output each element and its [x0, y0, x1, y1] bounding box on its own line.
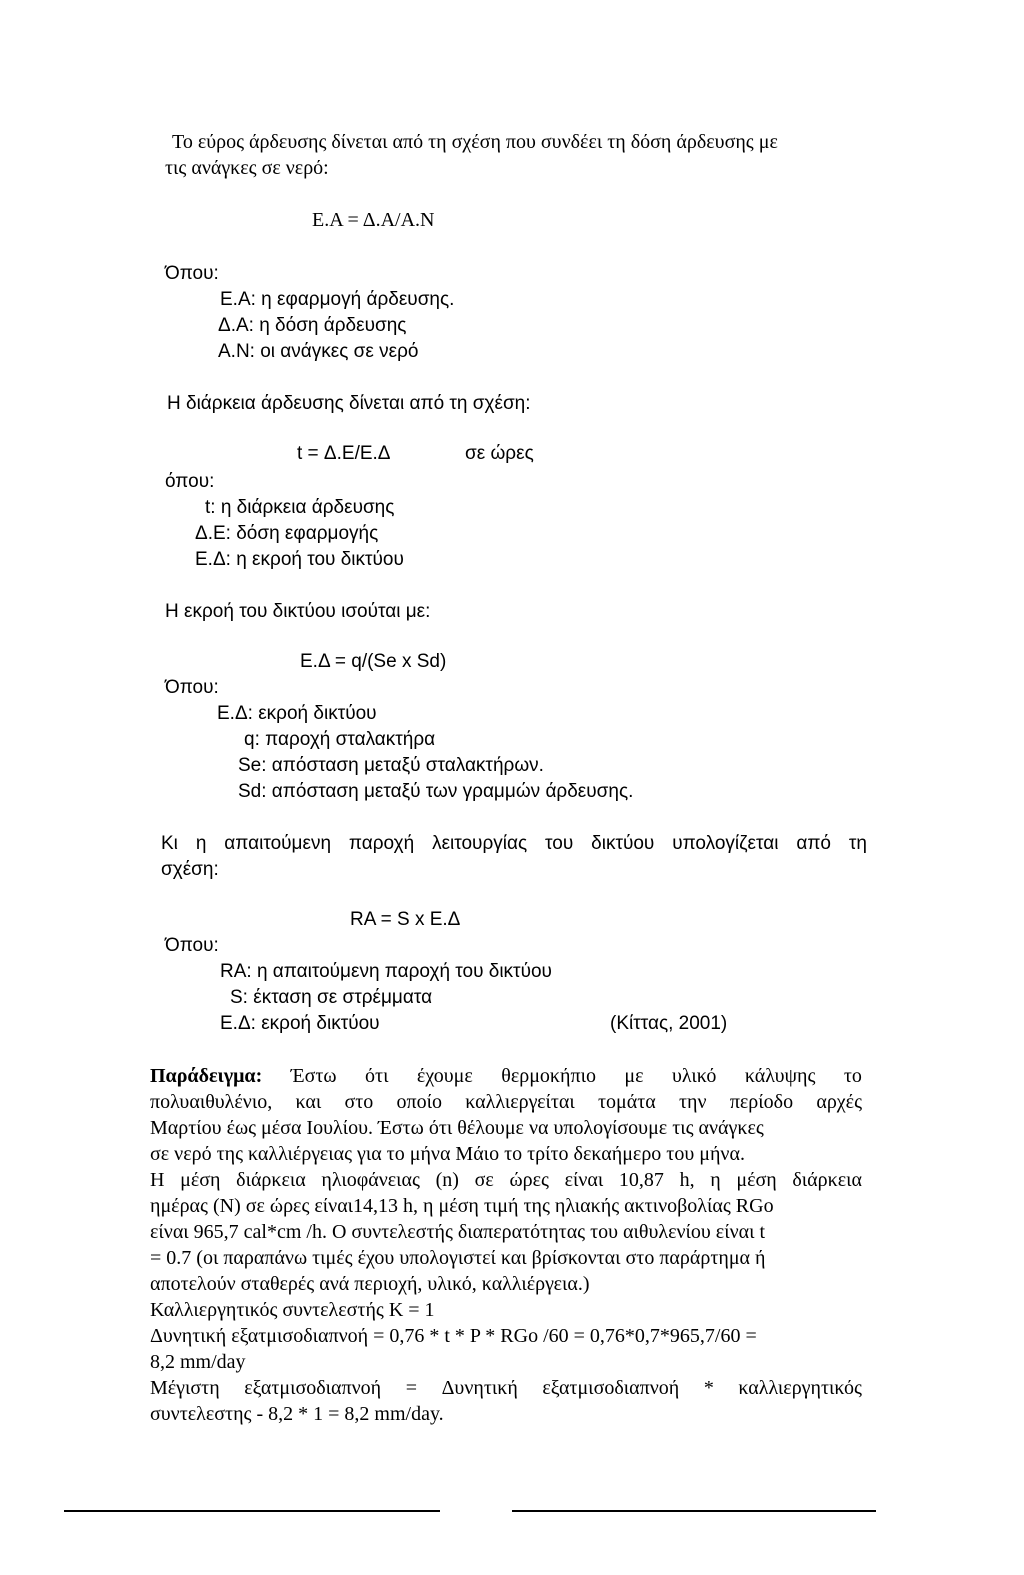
- example-line-7: είναι 965,7 cal*cm /h. Ο συντελεστής διαπερατότητας του αιθυλενίου είναι t: [150, 1221, 766, 1243]
- example-line-5: Η μέση διάρκεια ηλιοφάνειας (n) σε ώρες είναι 10,87 h, η μέση διάρκεια: [150, 1169, 862, 1191]
- def-line-spacing: Sd: απόσταση μεταξύ των γραμμών άρδευσης.: [238, 781, 634, 802]
- where-label-4: Όπου:: [165, 935, 219, 956]
- duration-intro: Η διάρκεια άρδευσης δίνεται από τη σχέση:: [167, 393, 531, 414]
- formula-required-flow: RA = S x Ε.Δ: [350, 909, 461, 930]
- def-dose: Δ.Α: η δόση άρδευσης: [218, 315, 407, 336]
- example-line-8: = 0.7 (οι παραπάνω τιμές έχου υπολογιστεί και βρίσκονται στο παράρτημα ή: [150, 1247, 766, 1269]
- formula-duration: t = Δ.Ε/Ε.Δ: [297, 443, 391, 464]
- intro-line-2: τις ανάγκες σε νερό:: [165, 157, 329, 179]
- def-required-flow: RA: η απαιτούμενη παροχή του δικτύου: [220, 961, 552, 982]
- example-label: Παράδειγμα:: [150, 1065, 263, 1087]
- footer-rule-left: [64, 1510, 440, 1512]
- example-line-11: Δυνητική εξατμισοδιαπνοή = 0,76 * t * P * RGo /60 = 0,76*0,7*965,7/60 =: [150, 1325, 757, 1347]
- def-area: S: έκταση σε στρέμματα: [230, 987, 433, 1008]
- def-needs: Α.Ν: οι ανάγκες σε νερό: [218, 341, 419, 362]
- example-line-6: ημέρας (Ν) σε ώρες είναι14,13 h, η μέση τιμή της ηλιακής ακτινοβολίας RGo: [150, 1195, 774, 1217]
- def-application-dose: Δ.Ε: δόση εφαρμογής: [195, 523, 379, 544]
- example-line-2: πολυαιθυλένιο, και στο οποίο καλλιεργείται τομάτα την περίοδο αρχές: [150, 1091, 862, 1113]
- example-line-12: 8,2 mm/day: [150, 1351, 246, 1373]
- formula-outflow: Ε.Δ = q/(Se x Sd): [300, 651, 447, 672]
- def-application: Ε.Α: η εφαρμογή άρδευσης.: [220, 289, 455, 310]
- example-line-13: Μέγιστη εξατμισοδιαπνοή = Δυνητική εξατμισοδιαπνοή * καλλιεργητικός: [150, 1377, 862, 1399]
- example-line-14: συντελεστης - 8,2 * 1 = 8,2 mm/day.: [150, 1403, 444, 1425]
- citation: (Κίττας, 2001): [610, 1013, 728, 1034]
- def-outflow: Ε.Δ: η εκροή του δικτύου: [195, 549, 404, 570]
- def-outflow-2: Ε.Δ: εκροή δικτύου: [220, 1013, 380, 1034]
- where-label-1: Όπου:: [165, 263, 219, 284]
- required-intro-line-1: Κι η απαιτούμενη παροχή λειτουργίας του δικτύου υπολογίζεται από τη: [161, 833, 867, 854]
- example-line-1: Παράδειγμα: Έστω ότι έχουμε θερμοκήπιο με υλικό κάλυψης το: [150, 1065, 862, 1087]
- def-dripper-flow: q: παροχή σταλακτήρα: [244, 729, 436, 750]
- where-label-3: Όπου:: [165, 677, 219, 698]
- def-network-outflow: Ε.Δ: εκροή δικτύου: [217, 703, 377, 724]
- formula-application: Ε.Α = Δ.Α/Α.Ν: [312, 209, 435, 231]
- required-intro-line-2: σχέση:: [161, 859, 219, 880]
- example-line-4: σε νερό της καλλιέργειας για το μήνα Μάιο το τρίτο δεκαήμερο του μήνα.: [150, 1143, 745, 1165]
- example-line-10: Καλλιεργητικός συντελεστής Κ = 1: [150, 1299, 435, 1321]
- duration-unit: σε ώρες: [465, 443, 534, 464]
- example-line-3: Μαρτίου έως μέσα Ιουλίου. Έστω ότι θέλουμε να υπολογίσουμε τις ανάγκες: [150, 1117, 764, 1139]
- outflow-intro: Η εκροή του δικτύου ισούται με:: [165, 601, 431, 622]
- example-line-9: αποτελούν σταθερές ανά περιοχή, υλικό, καλλιέργεια.): [150, 1273, 590, 1295]
- footer-rule-right: [512, 1510, 876, 1512]
- def-dripper-spacing: Se: απόσταση μεταξύ σταλακτήρων.: [238, 755, 544, 776]
- intro-line-1: Το εύρος άρδευσης δίνεται από τη σχέση που συνδέει τη δόση άρδευσης με: [172, 131, 778, 153]
- where-label-2: όπου:: [165, 471, 215, 492]
- def-duration: t: η διάρκεια άρδευσης: [205, 497, 395, 518]
